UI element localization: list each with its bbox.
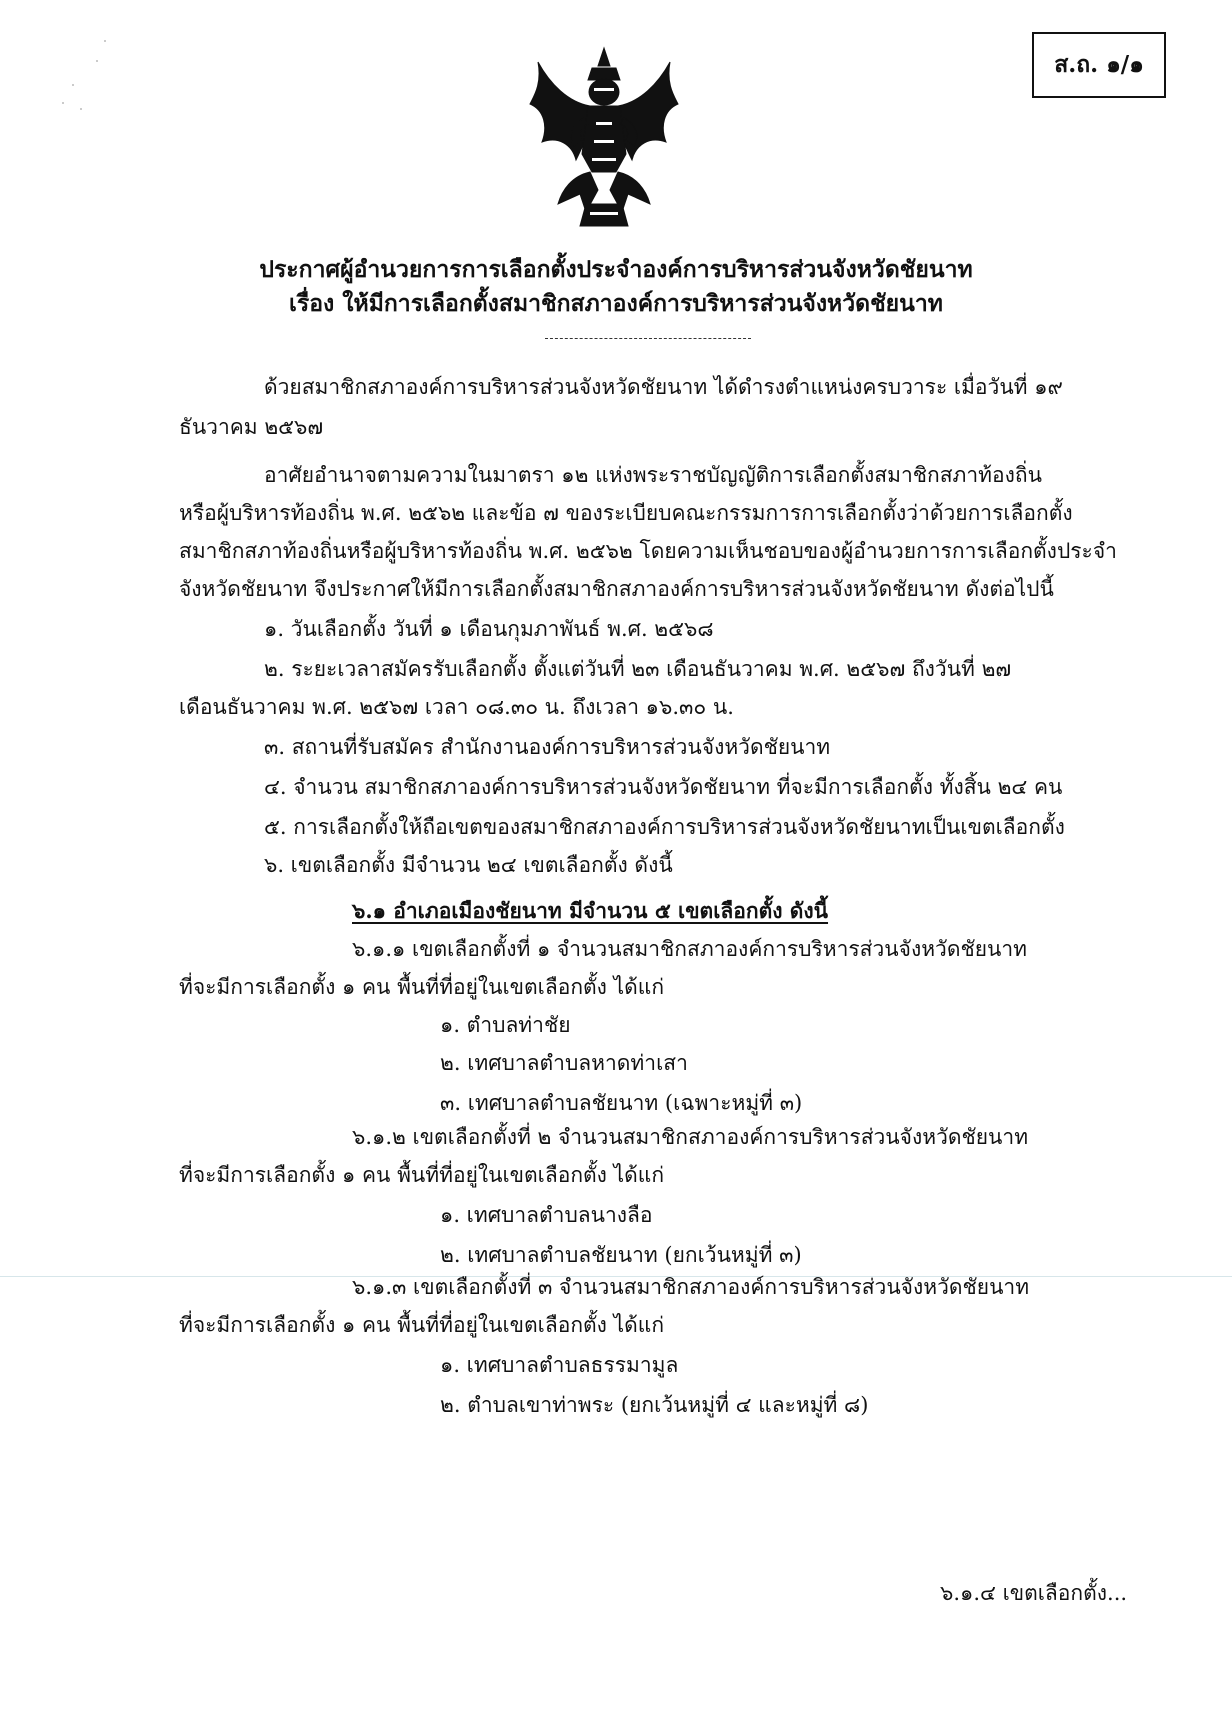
paragraph-line: ธันวาคม ๒๕๖๗	[179, 415, 324, 439]
zone-header: ๖.๑.๒ เขตเลือกตั้งที่ ๒ จำนวนสมาชิกสภาองค์การบริหารส่วนจังหวัดชัยนาท	[352, 1125, 1029, 1149]
form-code: ส.ถ. ๑/๑	[1054, 51, 1144, 78]
zone-header: ๖.๑.๑ เขตเลือกตั้งที่ ๑ จำนวนสมาชิกสภาองค์การบริหารส่วนจังหวัดชัยนาท	[352, 937, 1028, 961]
scan-speck	[72, 84, 74, 86]
announcement-subject: เรื่อง ให้มีการเลือกตั้งสมาชิกสภาองค์การบริหารส่วนจังหวัดชัยนาท	[289, 290, 943, 317]
item-constituency-basis: ๕. การเลือกตั้งให้ถือเขตของสมาชิกสภาองค์การบริหารส่วนจังหวัดชัยนาทเป็นเขตเลือกตั้ง	[264, 815, 1065, 839]
zone-area: ๒. ตำบลเขาท่าพระ (ยกเว้นหมู่ที่ ๔ และหมู่ที่ ๘)	[440, 1393, 869, 1417]
garuda-emblem-icon	[528, 44, 680, 232]
item-application-place: ๓. สถานที่รับสมัคร สำนักงานองค์การบริหารส่วนจังหวัดชัยนาท	[264, 735, 831, 759]
paragraph-line: ด้วยสมาชิกสภาองค์การบริหารส่วนจังหวัดชัยนาท ได้ดำรงตำแหน่งครบวาระ เมื่อวันที่ ๑๙	[264, 375, 1063, 399]
zone-area: ๓. เทศบาลตำบลชัยนาท (เฉพาะหมู่ที่ ๓)	[440, 1091, 803, 1115]
continuation-marker: ๖.๑.๔ เขตเลือกตั้ง...	[940, 1581, 1128, 1605]
item-constituency-count: ๖. เขตเลือกตั้ง มีจำนวน ๒๔ เขตเลือกตั้ง ดังนี้	[264, 853, 673, 877]
paragraph-line: อาศัยอำนาจตามความในมาตรา ๑๒ แห่งพระราชบัญญัติการเลือกตั้งสมาชิกสภาท้องถิ่น	[264, 463, 1042, 487]
zone-area: ๑. เทศบาลตำบลธรรมามูล	[440, 1353, 679, 1377]
scan-speck	[96, 60, 98, 62]
title-separator	[545, 338, 751, 339]
form-code-box	[1032, 32, 1166, 98]
zone-area: ๒. เทศบาลตำบลหาดท่าเสา	[440, 1051, 688, 1075]
paragraph-line: หรือผู้บริหารท้องถิ่น พ.ศ. ๒๕๖๒ และข้อ ๗ ของระเบียบคณะกรรมการการเลือกตั้งว่าด้วยการเลือกตั้ง	[179, 501, 1073, 525]
paragraph-line: จังหวัดชัยนาท จึงประกาศให้มีการเลือกตั้งสมาชิกสภาองค์การบริหารส่วนจังหวัดชัยนาท ดังต่อไปนี้	[179, 577, 1054, 601]
announcement-title: ประกาศผู้อำนวยการการเลือกตั้งประจำองค์การบริหารส่วนจังหวัดชัยนาท	[259, 256, 973, 283]
district-heading: ๖.๑ อำเภอเมืองชัยนาท มีจำนวน ๕ เขตเลือกตั้ง ดังนี้	[352, 898, 829, 923]
zone-area: ๒. เทศบาลตำบลชัยนาท (ยกเว้นหมู่ที่ ๓)	[440, 1243, 802, 1267]
zone-member-line: ที่จะมีการเลือกตั้ง ๑ คน พื้นที่ที่อยู่ในเขตเลือกตั้ง ได้แก่	[179, 1313, 665, 1337]
scan-speck	[62, 102, 64, 104]
item-member-count: ๔. จำนวน สมาชิกสภาองค์การบริหารส่วนจังหวัดชัยนาท ที่จะมีการเลือกตั้ง ทั้งสิ้น ๒๔ คน	[264, 775, 1063, 799]
zone-header: ๖.๑.๓ เขตเลือกตั้งที่ ๓ จำนวนสมาชิกสภาองค์การบริหารส่วนจังหวัดชัยนาท	[352, 1275, 1030, 1299]
item-election-date: ๑. วันเลือกตั้ง วันที่ ๑ เดือนกุมภาพันธ์ พ.ศ. ๒๕๖๘	[264, 617, 714, 641]
zone-member-line: ที่จะมีการเลือกตั้ง ๑ คน พื้นที่ที่อยู่ในเขตเลือกตั้ง ได้แก่	[179, 1163, 665, 1187]
item-application-period-cont: เดือนธันวาคม พ.ศ. ๒๕๖๗ เวลา ๐๘.๓๐ น. ถึงเวลา ๑๖.๓๐ น.	[179, 695, 734, 719]
zone-area: ๑. ตำบลท่าชัย	[440, 1013, 571, 1037]
paragraph-line: สมาชิกสภาท้องถิ่นหรือผู้บริหารท้องถิ่น พ.ศ. ๒๕๖๒ โดยความเห็นชอบของผู้อำนวยการการเลือกตั้งประจำ	[179, 539, 1117, 563]
zone-area: ๑. เทศบาลตำบลนางลือ	[440, 1203, 653, 1227]
item-application-period: ๒. ระยะเวลาสมัครรับเลือกตั้ง ตั้งแต่วันที่ ๒๓ เดือนธันวาคม พ.ศ. ๒๕๖๗ ถึงวันที่ ๒๗	[264, 657, 1012, 681]
scan-speck	[80, 108, 82, 110]
zone-member-line: ที่จะมีการเลือกตั้ง ๑ คน พื้นที่ที่อยู่ในเขตเลือกตั้ง ได้แก่	[179, 975, 665, 999]
scan-speck	[104, 40, 106, 42]
